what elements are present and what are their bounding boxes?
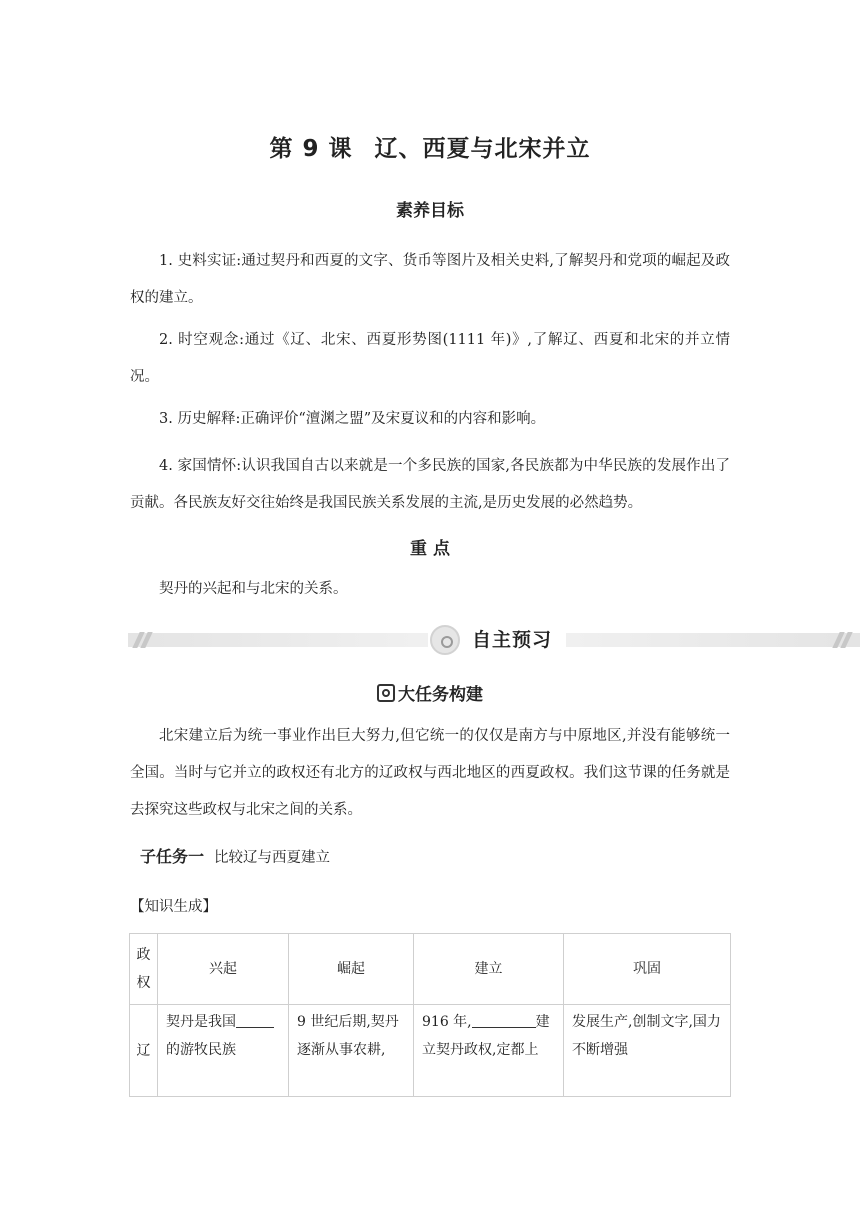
task-icon xyxy=(377,684,395,702)
goal-item: 4. 家国情怀:认识我国自古以来就是一个多民族的国家,各民族都为中华民族的发展作出了贡献。各民族友好交往始终是我国民族关系发展的主流,是历史发展的必然趋势。 xyxy=(130,458,730,511)
header-cell: 崛起 xyxy=(289,934,414,1005)
preview-banner xyxy=(128,623,860,657)
regime-cell: 辽 xyxy=(130,1005,158,1097)
lesson-number: 第 9 课 xyxy=(269,136,353,162)
task-intro: 北宋建立后为统一事业作出巨大努力,但它统一的仅仅是南方与中原地区,并没有能够统一全国。当时与它并立的政权还有北方的辽政权与西北地区的西夏政权。我们这节课的任务就是去探究这些政权与北宋之间的关系。 xyxy=(130,728,730,818)
emerge-cell: 9 世纪后期,契丹逐渐从事农耕, xyxy=(289,1005,414,1097)
banner-label: 自主预习 xyxy=(472,629,553,651)
lesson-title xyxy=(0,130,860,163)
task-heading-text: 大任务构建 xyxy=(398,685,483,705)
fill-blank xyxy=(472,1013,536,1028)
header-regime: 政权 xyxy=(136,947,151,991)
lesson-name: 辽、西夏与北宋并立 xyxy=(374,136,591,162)
subtask-tag: 子任务一 xyxy=(140,847,205,866)
header-cell: 建立 xyxy=(414,934,564,1005)
key-point-heading: 重 点 xyxy=(410,539,450,559)
goals-heading: 素养目标 xyxy=(396,201,464,221)
task-heading xyxy=(0,680,860,705)
goal-item: 1. 史料实证:通过契丹和西夏的文字、货币等图片及相关史料,了解契丹和党项的崛起及政权的建立。 xyxy=(130,253,730,306)
header-cell xyxy=(130,934,158,1005)
key-point-text: 契丹的兴起和与北宋的关系。 xyxy=(159,581,348,597)
header-cell: 兴起 xyxy=(158,934,289,1005)
header-cell: 巩固 xyxy=(564,934,731,1005)
table-row xyxy=(130,1005,731,1097)
lens-icon xyxy=(430,625,460,655)
goal-item: 3. 历史解释:正确评价“澶渊之盟”及宋夏议和的内容和影响。 xyxy=(159,411,546,427)
table-header-row xyxy=(130,934,731,1005)
comparison-table xyxy=(129,933,731,1097)
knowledge-label: 【知识生成】 xyxy=(130,899,217,915)
consolidate-cell: 发展生产,创制文字,国力不断增强 xyxy=(564,1005,731,1097)
subtask-desc: 比较辽与西夏建立 xyxy=(214,850,331,866)
found-cell: 916 年, 建立契丹政权,定都上 xyxy=(414,1005,564,1097)
fill-blank xyxy=(236,1013,274,1028)
goal-item: 2. 时空观念:通过《辽、北宋、西夏形势图(1111 年)》,了解辽、西夏和北宋的并立情况。 xyxy=(130,332,730,385)
subtask-heading xyxy=(140,844,330,867)
rise-cell: 契丹是我国的游牧民族 xyxy=(158,1005,289,1097)
